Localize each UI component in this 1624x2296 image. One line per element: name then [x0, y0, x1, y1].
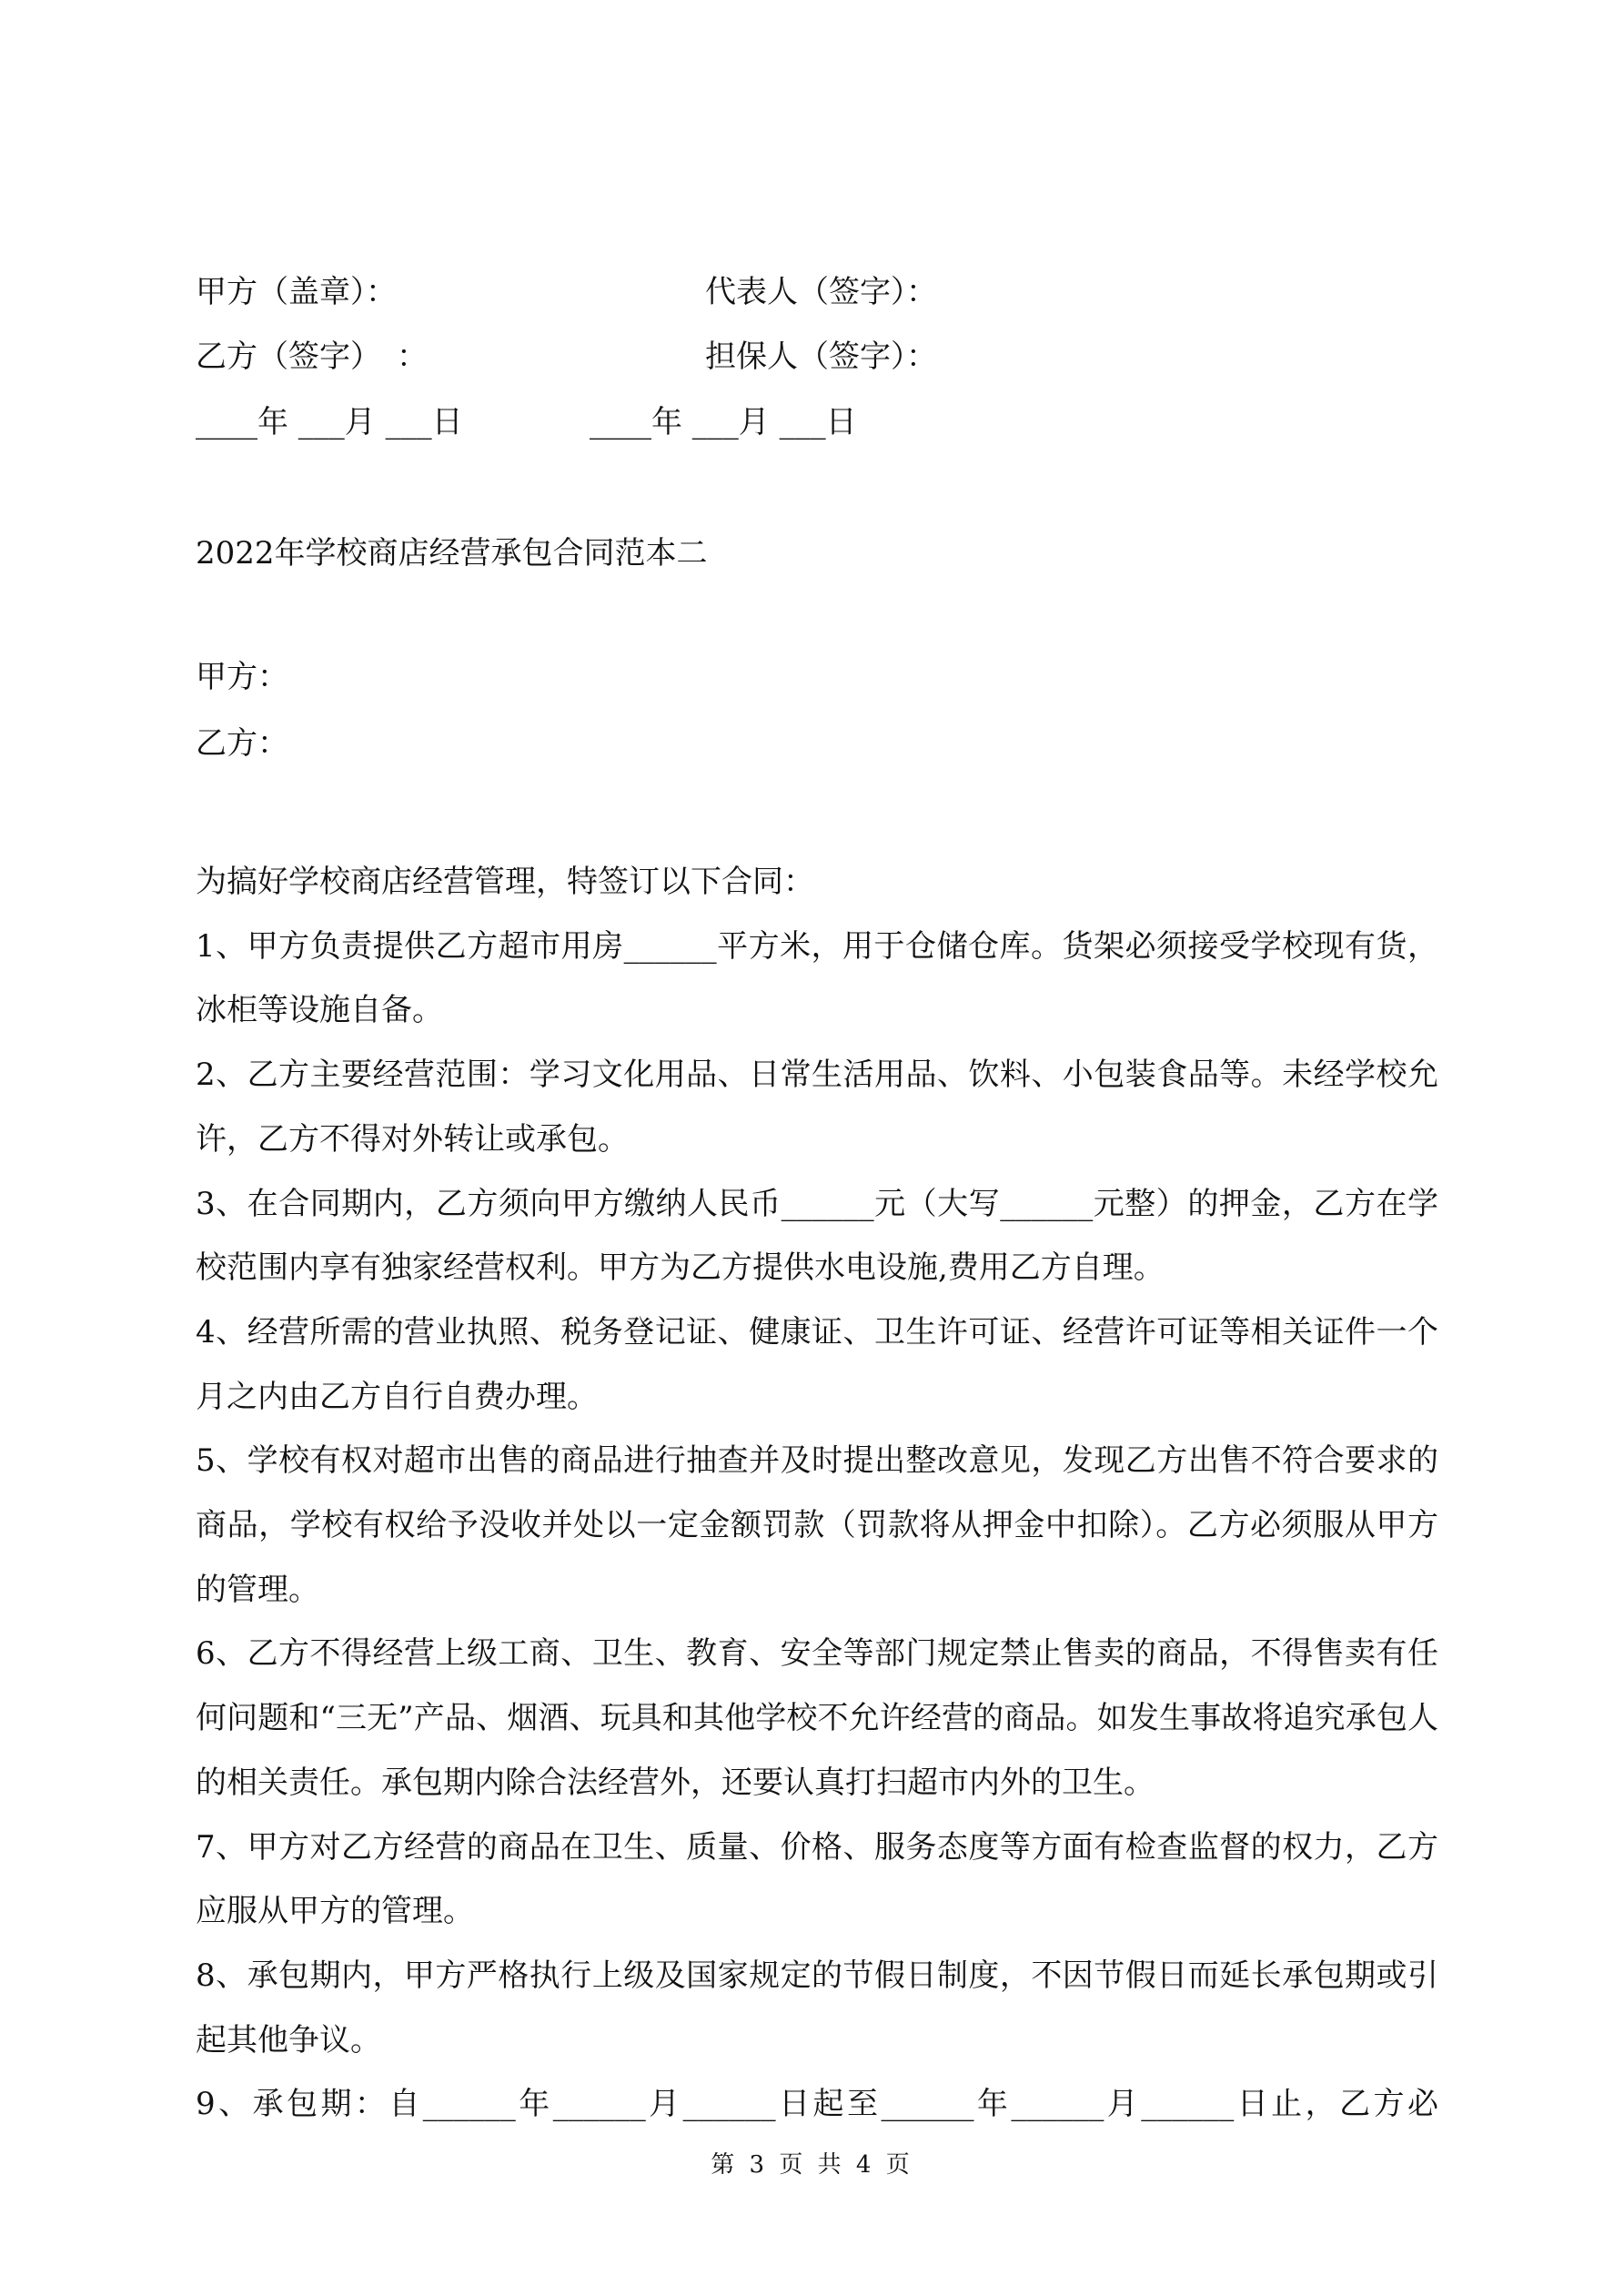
- clause-2: 2、乙方主要经营范围：学习文化用品、日常生活用品、饮料、小包装食品等。未经学校允许，乙方不得对外转让或承包。: [196, 1057, 1438, 1158]
- clause-6: 6、乙方不得经营上级工商、卫生、教育、安全等部门规定禁止售卖的商品，不得售卖有任何问题和“三无”产品、烟酒、玩具和其他学校不允许经营的商品。如发生事故将追究承包人的相关责任。承包期内除合法经营外，还要认真打扫超市内外的卫生。: [196, 1635, 1438, 1801]
- clause-8: 8、承包期内，甲方严格执行上级及国家规定的节假日制度，不因节假日而延长承包期或引起其他争议。: [196, 1957, 1438, 2058]
- intro-paragraph: 为搞好学校商店经营管理，特签订以下合同：: [196, 864, 814, 900]
- date-left: ____年 ___月 ___日: [196, 404, 463, 440]
- party-a-seal-label: 甲方（盖章）：: [196, 274, 397, 310]
- clause-4: 4、经营所需的营业执照、税务登记证、健康证、卫生许可证、经营许可证等相关证件一个月之内由乙方自行自费办理。: [196, 1313, 1438, 1415]
- clause-1: 1、甲方负责提供乙方超市用房______平方米，用于仓储仓库。货架必须接受学校现有货，冰柜等设施自备。: [196, 927, 1438, 1029]
- page-footer: 第 3 页 共 4 页: [711, 2151, 913, 2179]
- clause-3: 3、在合同期内，乙方须向甲方缴纳人民币______元（大写______元整）的押金，乙方在学校范围内享有独家经营权利。甲方为乙方提供水电设施,费用乙方自理。: [196, 1185, 1438, 1287]
- clause-9: 9、承包期：自______年______月______日起至______年______月______日止，乙方必: [196, 2086, 1438, 2123]
- guarantor-label: 担保人（签字）：: [705, 339, 937, 375]
- contract-body: [196, 850, 1438, 2137]
- representative-label: 代表人（签字）：: [705, 274, 937, 310]
- party-b-sign-label: 乙方（签字） ：: [196, 339, 428, 375]
- party-a-label: 甲方：: [196, 659, 288, 695]
- document-title: 2022年学校商店经营承包合同范本二: [196, 535, 708, 571]
- clause-5: 5、学校有权对超市出售的商品进行抽查并及时提出整改意见，发现乙方出售不符合要求的商品，学校有权给予没收并处以一定金额罚款（罚款将从押金中扣除）。乙方必须服从甲方的管理。: [196, 1442, 1438, 1608]
- clause-7: 7、甲方对乙方经营的商品在卫生、质量、价格、服务态度等方面有检查监督的权力，乙方应服从甲方的管理。: [196, 1828, 1438, 1930]
- date-right: ____年 ___月 ___日: [590, 404, 857, 440]
- party-b-label: 乙方：: [196, 725, 288, 762]
